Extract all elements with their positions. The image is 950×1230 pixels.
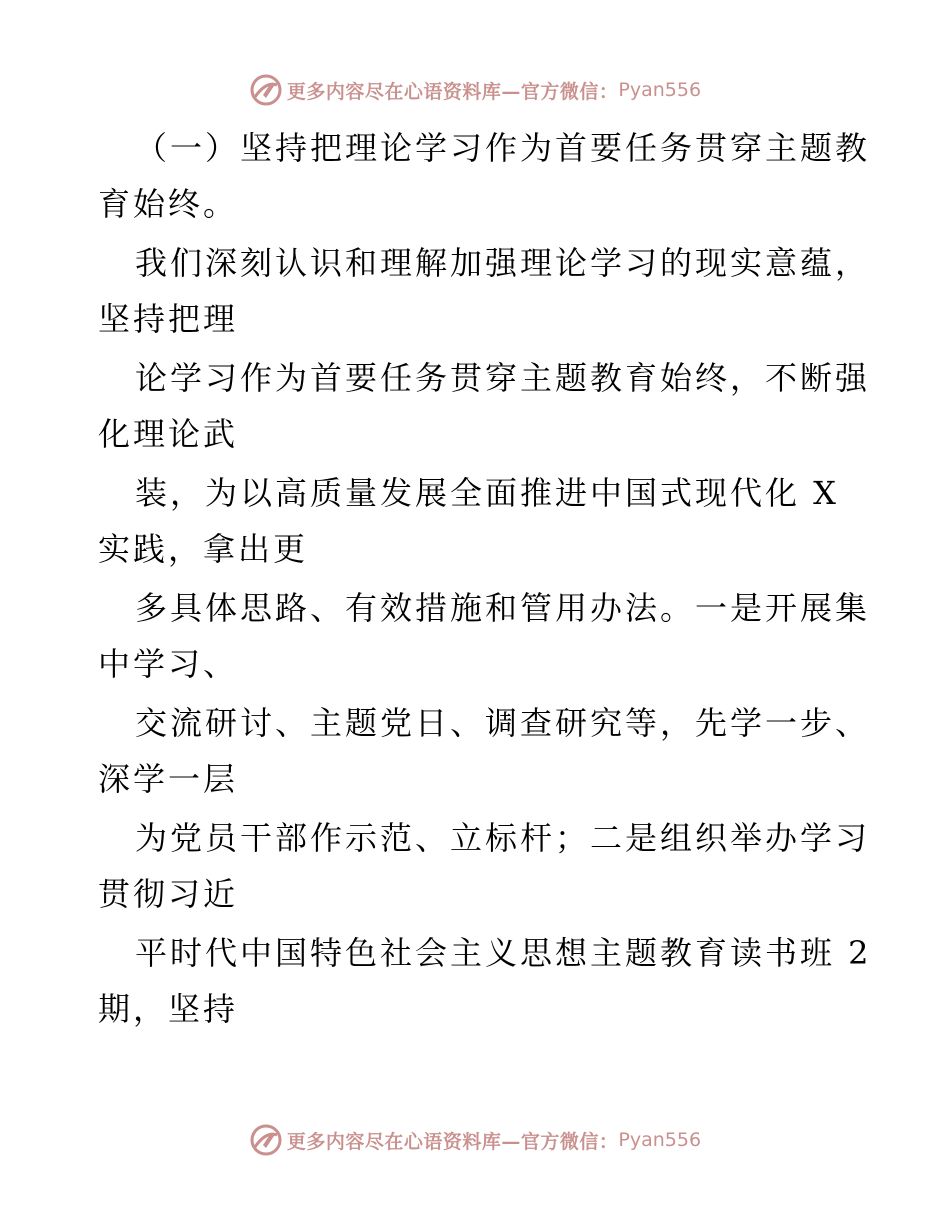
text-line: 交流研讨、主题党日、调查研究等，先学一步、 xyxy=(135,704,871,742)
text-line: 中学习、 xyxy=(98,645,239,683)
watermark-text: 更多内容尽在心语资料库—官方微信： xyxy=(286,80,619,103)
text-line: 实践，拿出更 xyxy=(98,530,309,568)
text-line: 贯彻习近 xyxy=(98,875,239,913)
text-line: 论学习作为首要任务贯穿主题教育始终，不断强 xyxy=(135,359,871,397)
footer-watermark xyxy=(0,1120,950,1160)
watermark-wechat-id: Pyan556 xyxy=(618,79,702,101)
text-line: （一）坚持把理论学习作为首要任务贯穿主题教 xyxy=(135,129,871,167)
text-line: 坚持把理 xyxy=(98,300,239,338)
pen-nib-swirl-icon xyxy=(249,1123,283,1157)
watermark-wechat-id: Pyan556 xyxy=(618,1129,702,1151)
text-line: 育始终。 xyxy=(98,185,239,223)
text-line: 多具体思路、有效措施和管用办法。一是开展集 xyxy=(135,589,871,627)
text-line: 平时代中国特色社会主义思想主题教育读书班 2 xyxy=(135,934,872,972)
text-line: 深学一层 xyxy=(98,760,239,798)
watermark-text: 更多内容尽在心语资料库—官方微信： xyxy=(286,1130,619,1153)
text-line: 期，坚持 xyxy=(98,990,239,1028)
text-line: 化理论武 xyxy=(98,415,239,453)
text-line: 为党员干部作示范、立标杆；二是组织举办学习 xyxy=(135,819,871,857)
text-line: 装，为以高质量发展全面推进中国式现代化 X xyxy=(135,474,839,512)
text-line: 我们深刻认识和理解加强理论学习的现实意蕴， xyxy=(135,244,871,282)
